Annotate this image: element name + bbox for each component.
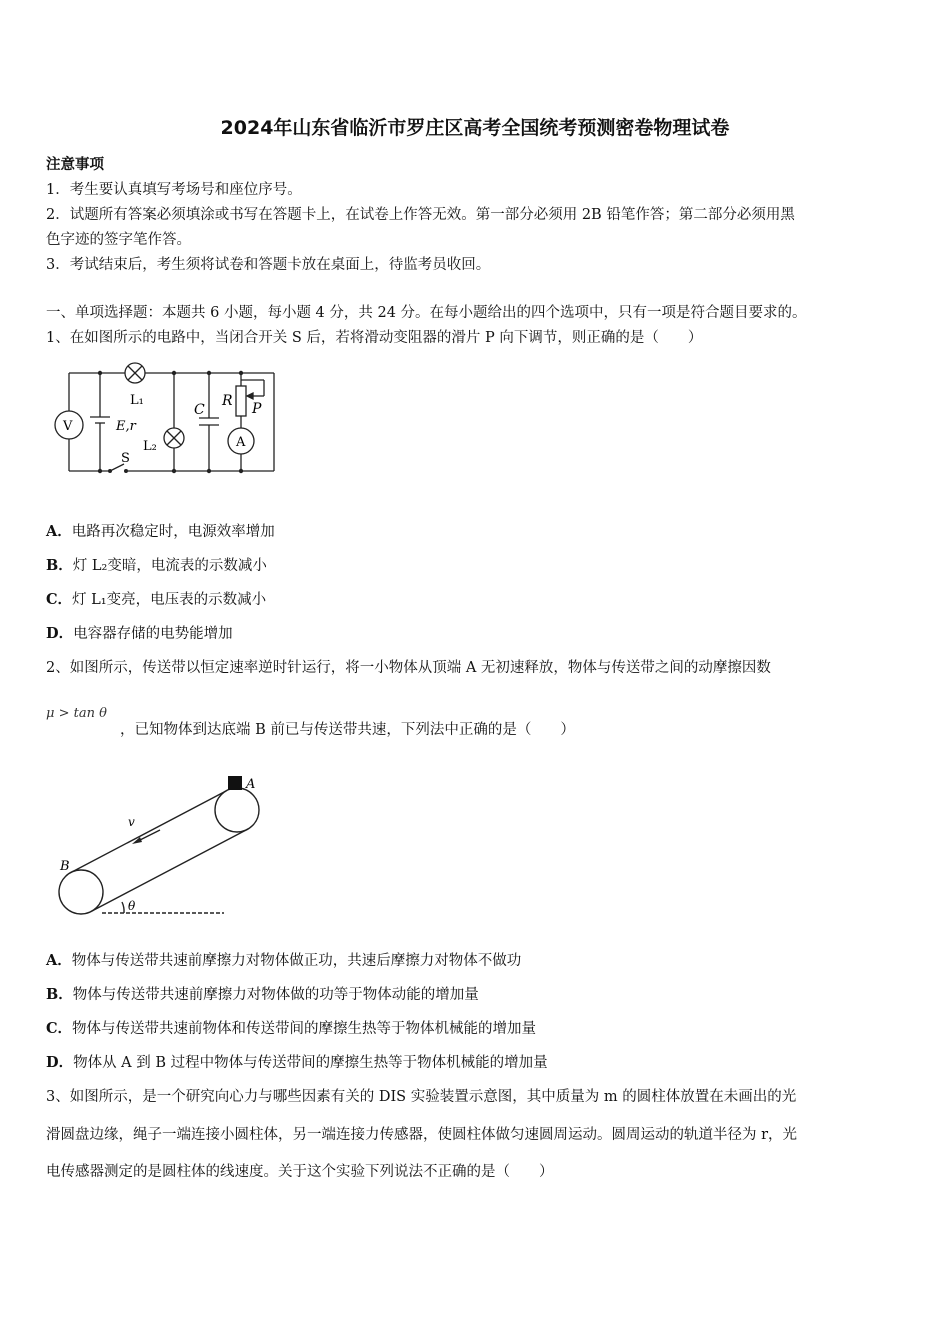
point-b-label: B — [60, 859, 70, 874]
notice-item: 3．考试结束后，考生须将试卷和答题卡放在桌面上，待监考员收回。 — [46, 257, 491, 273]
capacitor-label: C — [194, 402, 205, 418]
notice-heading: 注意事项 — [46, 156, 104, 173]
lamp-l1-label: L₁ — [130, 393, 144, 408]
section-heading: 一、单项选择题：本题共 6 小题，每小题 4 分，共 24 分。在每小题给出的四个选项中，只有一项是符合题目要求的。 — [46, 305, 807, 321]
notice-item: 色字迹的签字笔作答。 — [46, 232, 191, 248]
switch-label: S — [121, 451, 130, 466]
ammeter-label: A — [236, 435, 246, 450]
q1-option-c — [46, 588, 266, 609]
lamp-l2-label: L₂ — [143, 439, 157, 454]
option-text: 灯 L₁变亮，电压表的示数减小 — [72, 592, 267, 608]
option-label: A． — [46, 523, 72, 540]
voltmeter-label: V — [63, 419, 73, 434]
q3-stem-line: 电传感器测定的是圆柱体的线速度。关于这个实验下列说法不正确的是（ ） — [46, 1164, 554, 1180]
option-label: D． — [46, 625, 74, 642]
option-label: C． — [46, 1020, 73, 1037]
option-text: 物体从 A 到 B 过程中物体与传送带间的摩擦生热等于物体机械能的增加量 — [73, 1055, 548, 1071]
option-text: 电路再次稳定时，电源效率增加 — [71, 524, 275, 540]
option-text: 物体与传送带共速前摩擦力对物体做的功等于物体动能的增加量 — [72, 987, 479, 1003]
q2-option-b — [46, 983, 479, 1004]
option-text: 电容器存储的电势能增加 — [73, 626, 233, 642]
notice-item: 2．试题所有答案必须填涂或书写在答题卡上，在试卷上作答无效。第一部分必须用 2B 铅笔作答；第二部分必须用黑 — [46, 207, 795, 223]
option-label: B． — [46, 557, 73, 574]
q2-option-d — [46, 1051, 548, 1072]
q1-stem: 1、在如图所示的电路中，当闭合开关 S 后，若将滑动变阻器的滑片 P 向下调节，则正确的是（ ） — [46, 330, 703, 346]
option-text: 灯 L₂变暗，电流表的示数减小 — [72, 558, 267, 574]
velocity-label: v — [128, 815, 135, 829]
q3-stem-line: 3、如图所示，是一个研究向心力与哪些因素有关的 DIS 实验装置示意图，其中质量为 m 的圆柱体放置在未画出的光 — [46, 1089, 797, 1105]
q2-stem: 2、如图所示，传送带以恒定速率逆时针运行，将一小物体从顶端 A 无初速释放，物体与传送带之间的动摩擦因数 — [46, 660, 771, 676]
option-text: 物体与传送带共速前摩擦力对物体做正功，共速后摩擦力对物体不做功 — [71, 953, 522, 969]
option-label: C． — [46, 591, 73, 608]
q2-option-a — [46, 949, 521, 970]
point-a-label: A — [246, 777, 256, 792]
page-title: 2024年山东省临沂市罗庄区高考全国统考预测密卷物理试卷 — [220, 117, 730, 139]
option-label: B． — [46, 986, 73, 1003]
angle-label: θ — [128, 899, 136, 913]
q1-circuit-diagram — [46, 358, 286, 478]
q1-option-b — [46, 554, 267, 575]
option-label: A． — [46, 952, 72, 969]
q2-option-c — [46, 1017, 536, 1038]
q1-option-a — [46, 520, 275, 541]
q2-stem-continued: ，已知物体到达底端 B 前已与传送带共速，下列法中正确的是（ ） — [120, 722, 575, 738]
emf-label: E,r — [116, 419, 136, 434]
notice-item: 1．考生要认真填写考场号和座位序号。 — [46, 182, 302, 198]
slider-label: P — [252, 401, 262, 417]
q2-conveyor-diagram — [52, 770, 272, 920]
option-text: 物体与传送带共速前物体和传送带间的摩擦生热等于物体机械能的增加量 — [72, 1021, 537, 1037]
q1-option-d — [46, 622, 233, 643]
option-label: D． — [46, 1054, 74, 1071]
resistor-label: R — [222, 393, 233, 409]
q3-stem-line: 滑圆盘边缘，绳子一端连接小圆柱体，另一端连接力传感器，使圆柱体做匀速圆周运动。圆周运动的轨道半径为 r，光 — [46, 1127, 798, 1143]
q2-formula: μ > tan θ — [46, 706, 107, 721]
